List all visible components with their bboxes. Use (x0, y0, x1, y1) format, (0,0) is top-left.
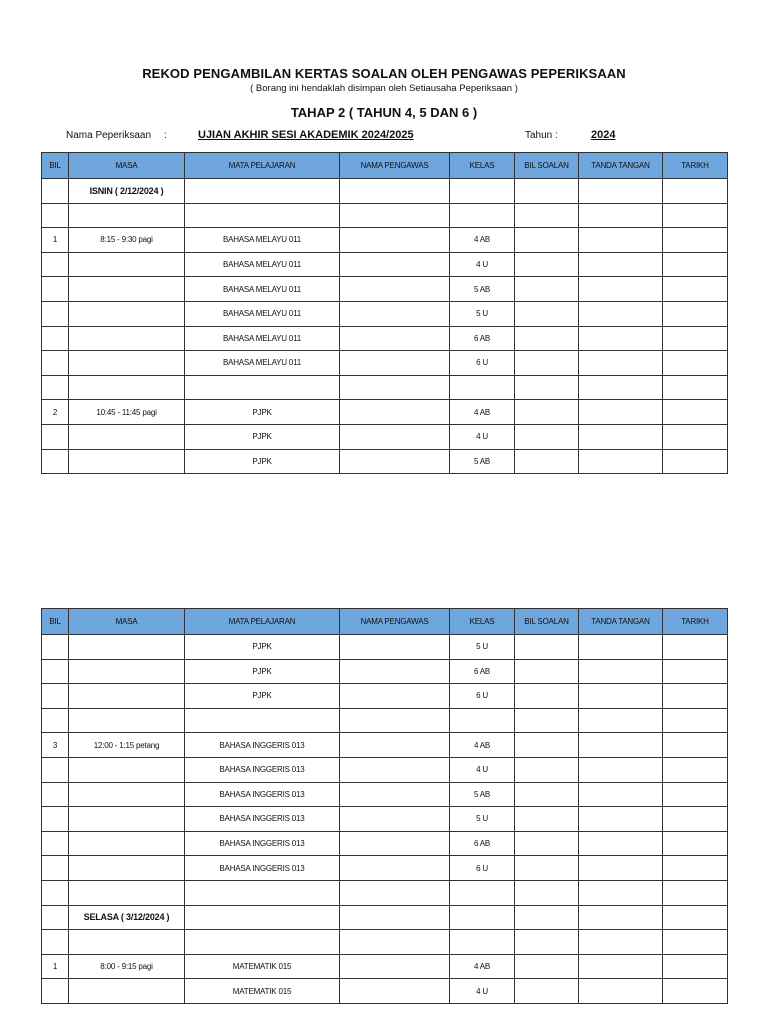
subject-cell: BAHASA INGGERIS 013 (185, 757, 340, 782)
time-cell (69, 301, 185, 326)
date-cell[interactable] (663, 203, 728, 228)
class-cell (450, 708, 515, 733)
column-header: NAMA PENGAWAS (340, 609, 450, 635)
question-count-cell[interactable] (515, 228, 579, 253)
bil-cell (42, 856, 69, 881)
invigilator-name-cell[interactable] (340, 277, 450, 302)
signature-cell[interactable] (579, 782, 663, 807)
question-count-cell[interactable] (515, 424, 579, 449)
subject-cell (185, 930, 340, 955)
header-row (42, 153, 728, 179)
bil-cell (42, 179, 69, 204)
question-count-cell[interactable] (515, 807, 579, 832)
class-cell: 4 U (450, 757, 515, 782)
class-cell (450, 930, 515, 955)
question-count-cell[interactable] (515, 659, 579, 684)
class-cell: 6 U (450, 684, 515, 709)
bil-cell (42, 659, 69, 684)
signature-cell[interactable] (579, 179, 663, 204)
table-row (42, 301, 728, 326)
bil-cell (42, 635, 69, 660)
column-header: TARIKH (663, 153, 728, 179)
column-header: TANDA TANGAN (579, 153, 663, 179)
subject-cell (185, 203, 340, 228)
signature-cell[interactable] (579, 757, 663, 782)
table-row (42, 326, 728, 351)
question-count-cell[interactable] (515, 733, 579, 758)
year-value: 2024 (591, 129, 616, 141)
question-count-cell[interactable] (515, 449, 579, 474)
form-title: REKOD PENGAMBILAN KERTAS SOALAN OLEH PENGAWAS PEPERIKSAAN (142, 66, 626, 81)
bil-cell (42, 351, 69, 376)
class-cell: 4 AB (450, 228, 515, 253)
class-cell (450, 179, 515, 204)
table-row (42, 979, 728, 1004)
question-count-cell[interactable] (515, 831, 579, 856)
invigilator-name-cell[interactable] (340, 856, 450, 881)
subject-cell: BAHASA INGGERIS 013 (185, 831, 340, 856)
subject-cell: BAHASA MELAYU 011 (185, 301, 340, 326)
exam-colon: : (164, 130, 167, 141)
column-header: MASA (69, 609, 185, 635)
table-row (42, 684, 728, 709)
signature-cell[interactable] (579, 277, 663, 302)
invigilator-name-cell[interactable] (340, 375, 450, 400)
question-count-cell[interactable] (515, 954, 579, 979)
signature-cell[interactable] (579, 979, 663, 1004)
class-cell: 5 U (450, 301, 515, 326)
invigilator-name-cell[interactable] (340, 757, 450, 782)
question-count-cell[interactable] (515, 326, 579, 351)
header-row (42, 609, 728, 635)
class-cell: 6 U (450, 856, 515, 881)
signature-cell[interactable] (579, 880, 663, 905)
invigilator-name-cell[interactable] (340, 979, 450, 1004)
subject-cell: MATEMATIK 015 (185, 979, 340, 1004)
table-row (42, 179, 728, 204)
table-row (42, 930, 728, 955)
bil-cell (42, 930, 69, 955)
bil-cell (42, 424, 69, 449)
time-cell (69, 979, 185, 1004)
column-header: BIL SOALAN (515, 609, 579, 635)
invigilator-name-cell[interactable] (340, 301, 450, 326)
time-cell (69, 424, 185, 449)
column-header: TARIKH (663, 609, 728, 635)
class-cell: 4 AB (450, 733, 515, 758)
bil-cell (42, 449, 69, 474)
bil-cell: 3 (42, 733, 69, 758)
date-cell[interactable] (663, 375, 728, 400)
subject-cell: PJPK (185, 659, 340, 684)
bil-cell (42, 782, 69, 807)
subject-cell: MATEMATIK 015 (185, 954, 340, 979)
invigilator-name-cell[interactable] (340, 905, 450, 930)
date-cell[interactable] (663, 424, 728, 449)
bil-cell (42, 831, 69, 856)
table-row (42, 856, 728, 881)
invigilator-name-cell[interactable] (340, 954, 450, 979)
signature-cell[interactable] (579, 831, 663, 856)
bil-cell (42, 203, 69, 228)
date-cell[interactable] (663, 684, 728, 709)
table-row (42, 659, 728, 684)
invigilator-name-cell[interactable] (340, 733, 450, 758)
column-header: BIL (42, 609, 69, 635)
question-count-cell[interactable] (515, 400, 579, 425)
class-cell: 4 U (450, 252, 515, 277)
signature-cell[interactable] (579, 807, 663, 832)
class-cell (450, 375, 515, 400)
column-header: BIL (42, 153, 69, 179)
subject-cell: BAHASA MELAYU 011 (185, 277, 340, 302)
question-count-cell[interactable] (515, 708, 579, 733)
table-row (42, 228, 728, 253)
question-count-cell[interactable] (515, 979, 579, 1004)
date-cell[interactable] (663, 326, 728, 351)
invigilator-name-cell[interactable] (340, 880, 450, 905)
signature-cell[interactable] (579, 375, 663, 400)
class-cell: 5 AB (450, 449, 515, 474)
time-cell (69, 449, 185, 474)
subject-cell: PJPK (185, 684, 340, 709)
date-cell[interactable] (663, 782, 728, 807)
time-cell (69, 831, 185, 856)
question-count-cell[interactable] (515, 277, 579, 302)
table-row (42, 831, 728, 856)
schedule-table-1 (41, 152, 728, 474)
column-header: KELAS (450, 153, 515, 179)
stage-heading: TAHAP 2 ( TAHUN 4, 5 DAN 6 ) (290, 105, 478, 120)
class-cell: 4 U (450, 424, 515, 449)
question-count-cell[interactable] (515, 856, 579, 881)
subject-cell: BAHASA INGGERIS 013 (185, 807, 340, 832)
date-cell[interactable] (663, 351, 728, 376)
bil-cell (42, 277, 69, 302)
subject-cell: PJPK (185, 449, 340, 474)
subject-cell: PJPK (185, 424, 340, 449)
invigilator-name-cell[interactable] (340, 326, 450, 351)
date-cell[interactable] (663, 228, 728, 253)
invigilator-name-cell[interactable] (340, 782, 450, 807)
column-header: BIL SOALAN (515, 153, 579, 179)
question-count-cell[interactable] (515, 375, 579, 400)
subject-cell: BAHASA MELAYU 011 (185, 252, 340, 277)
time-cell (69, 203, 185, 228)
question-count-cell[interactable] (515, 635, 579, 660)
bil-cell (42, 301, 69, 326)
class-cell: 5 AB (450, 782, 515, 807)
class-cell: 6 AB (450, 831, 515, 856)
invigilator-name-cell[interactable] (340, 635, 450, 660)
date-cell[interactable] (663, 831, 728, 856)
time-cell (69, 856, 185, 881)
time-cell (69, 326, 185, 351)
signature-cell[interactable] (579, 856, 663, 881)
date-cell[interactable] (663, 979, 728, 1004)
time-cell: 10:45 - 11:45 pagi (69, 400, 185, 425)
subject-cell: BAHASA INGGERIS 013 (185, 782, 340, 807)
time-cell (69, 880, 185, 905)
question-count-cell[interactable] (515, 905, 579, 930)
time-cell (69, 375, 185, 400)
date-cell[interactable] (663, 635, 728, 660)
table-row (42, 424, 728, 449)
class-cell (450, 905, 515, 930)
invigilator-name-cell[interactable] (340, 179, 450, 204)
signature-cell[interactable] (579, 400, 663, 425)
subject-cell (185, 880, 340, 905)
table-row (42, 449, 728, 474)
signature-cell[interactable] (579, 635, 663, 660)
invigilator-name-cell[interactable] (340, 807, 450, 832)
bil-cell (42, 375, 69, 400)
signature-cell[interactable] (579, 659, 663, 684)
table-row (42, 400, 728, 425)
subject-cell: BAHASA MELAYU 011 (185, 326, 340, 351)
time-cell: 12:00 - 1:15 petang (69, 733, 185, 758)
table-row (42, 905, 728, 930)
table-row (42, 782, 728, 807)
signature-cell[interactable] (579, 905, 663, 930)
date-cell[interactable] (663, 400, 728, 425)
time-cell (69, 930, 185, 955)
bil-cell (42, 326, 69, 351)
schedule-table-2 (41, 608, 728, 1004)
subject-cell: PJPK (185, 400, 340, 425)
subject-cell: BAHASA MELAYU 011 (185, 351, 340, 376)
table-row (42, 277, 728, 302)
class-cell (450, 880, 515, 905)
bil-cell (42, 979, 69, 1004)
bil-cell (42, 905, 69, 930)
date-cell[interactable] (663, 733, 728, 758)
date-cell[interactable] (663, 856, 728, 881)
exam-name: UJIAN AKHIR SESI AKADEMIK 2024/2025 (198, 129, 414, 141)
subject-cell (185, 375, 340, 400)
bil-cell (42, 708, 69, 733)
time-cell (69, 659, 185, 684)
date-cell[interactable] (663, 179, 728, 204)
table-row (42, 733, 728, 758)
invigilator-name-cell[interactable] (340, 203, 450, 228)
bil-cell (42, 757, 69, 782)
time-cell (69, 684, 185, 709)
date-cell[interactable] (663, 757, 728, 782)
invigilator-name-cell[interactable] (340, 449, 450, 474)
class-cell: 4 U (450, 979, 515, 1004)
column-header: KELAS (450, 609, 515, 635)
signature-cell[interactable] (579, 954, 663, 979)
class-cell: 4 AB (450, 400, 515, 425)
bil-cell (42, 684, 69, 709)
date-cell[interactable] (663, 277, 728, 302)
question-count-cell[interactable] (515, 757, 579, 782)
signature-cell[interactable] (579, 684, 663, 709)
question-count-cell[interactable] (515, 252, 579, 277)
subject-cell: BAHASA MELAYU 011 (185, 228, 340, 253)
column-header: MATA PELAJARAN (185, 153, 340, 179)
table-row (42, 880, 728, 905)
bil-cell (42, 252, 69, 277)
column-header: MATA PELAJARAN (185, 609, 340, 635)
invigilator-name-cell[interactable] (340, 424, 450, 449)
class-cell: 6 U (450, 351, 515, 376)
class-cell: 5 AB (450, 277, 515, 302)
date-cell[interactable] (663, 659, 728, 684)
date-cell[interactable] (663, 708, 728, 733)
date-cell[interactable] (663, 449, 728, 474)
table-row (42, 757, 728, 782)
class-cell (450, 203, 515, 228)
bil-cell: 1 (42, 954, 69, 979)
signature-cell[interactable] (579, 351, 663, 376)
bil-cell: 1 (42, 228, 69, 253)
question-count-cell[interactable] (515, 930, 579, 955)
class-cell: 6 AB (450, 326, 515, 351)
subject-cell (185, 905, 340, 930)
day-heading-cell: ISNIN ( 2/12/2024 ) (69, 179, 185, 204)
question-count-cell[interactable] (515, 782, 579, 807)
invigilator-name-cell[interactable] (340, 684, 450, 709)
time-cell (69, 782, 185, 807)
subject-cell: BAHASA INGGERIS 013 (185, 856, 340, 881)
signature-cell[interactable] (579, 733, 663, 758)
signature-cell[interactable] (579, 424, 663, 449)
date-cell[interactable] (663, 252, 728, 277)
question-count-cell[interactable] (515, 179, 579, 204)
table-row (42, 203, 728, 228)
exam-label: Nama Peperiksaan (66, 130, 152, 141)
table-row (42, 954, 728, 979)
time-cell: 8:00 - 9:15 pagi (69, 954, 185, 979)
time-cell: 8:15 - 9:30 pagi (69, 228, 185, 253)
year-label: Tahun : (525, 130, 558, 141)
question-count-cell[interactable] (515, 880, 579, 905)
subject-cell: BAHASA INGGERIS 013 (185, 733, 340, 758)
subject-cell: PJPK (185, 635, 340, 660)
invigilator-name-cell[interactable] (340, 659, 450, 684)
date-cell[interactable] (663, 807, 728, 832)
table-row (42, 807, 728, 832)
time-cell (69, 757, 185, 782)
question-count-cell[interactable] (515, 351, 579, 376)
signature-cell[interactable] (579, 930, 663, 955)
bil-cell (42, 807, 69, 832)
table-row (42, 635, 728, 660)
subject-cell (185, 708, 340, 733)
question-count-cell[interactable] (515, 203, 579, 228)
time-cell (69, 351, 185, 376)
invigilator-name-cell[interactable] (340, 708, 450, 733)
time-cell (69, 277, 185, 302)
time-cell (69, 708, 185, 733)
date-cell[interactable] (663, 880, 728, 905)
signature-cell[interactable] (579, 326, 663, 351)
invigilator-name-cell[interactable] (340, 228, 450, 253)
signature-cell[interactable] (579, 203, 663, 228)
class-cell: 5 U (450, 635, 515, 660)
date-cell[interactable] (663, 954, 728, 979)
signature-cell[interactable] (579, 301, 663, 326)
class-cell: 6 AB (450, 659, 515, 684)
bil-cell (42, 880, 69, 905)
invigilator-name-cell[interactable] (340, 400, 450, 425)
signature-cell[interactable] (579, 228, 663, 253)
class-cell: 4 AB (450, 954, 515, 979)
bil-cell: 2 (42, 400, 69, 425)
table-row (42, 375, 728, 400)
time-cell (69, 807, 185, 832)
subject-cell (185, 179, 340, 204)
invigilator-name-cell[interactable] (340, 831, 450, 856)
invigilator-name-cell[interactable] (340, 252, 450, 277)
invigilator-name-cell[interactable] (340, 930, 450, 955)
date-cell[interactable] (663, 905, 728, 930)
form-subtitle: ( Borang ini hendaklah disimpan oleh Setiausaha Peperiksaan ) (250, 83, 518, 94)
day-heading-cell: SELASA ( 3/12/2024 ) (69, 905, 185, 930)
question-count-cell[interactable] (515, 684, 579, 709)
table-row (42, 252, 728, 277)
question-count-cell[interactable] (515, 301, 579, 326)
date-cell[interactable] (663, 930, 728, 955)
date-cell[interactable] (663, 301, 728, 326)
column-header: MASA (69, 153, 185, 179)
invigilator-name-cell[interactable] (340, 351, 450, 376)
class-cell: 5 U (450, 807, 515, 832)
table-row (42, 708, 728, 733)
signature-cell[interactable] (579, 449, 663, 474)
table-row (42, 351, 728, 376)
column-header: NAMA PENGAWAS (340, 153, 450, 179)
column-header: TANDA TANGAN (579, 609, 663, 635)
signature-cell[interactable] (579, 708, 663, 733)
time-cell (69, 252, 185, 277)
time-cell (69, 635, 185, 660)
signature-cell[interactable] (579, 252, 663, 277)
